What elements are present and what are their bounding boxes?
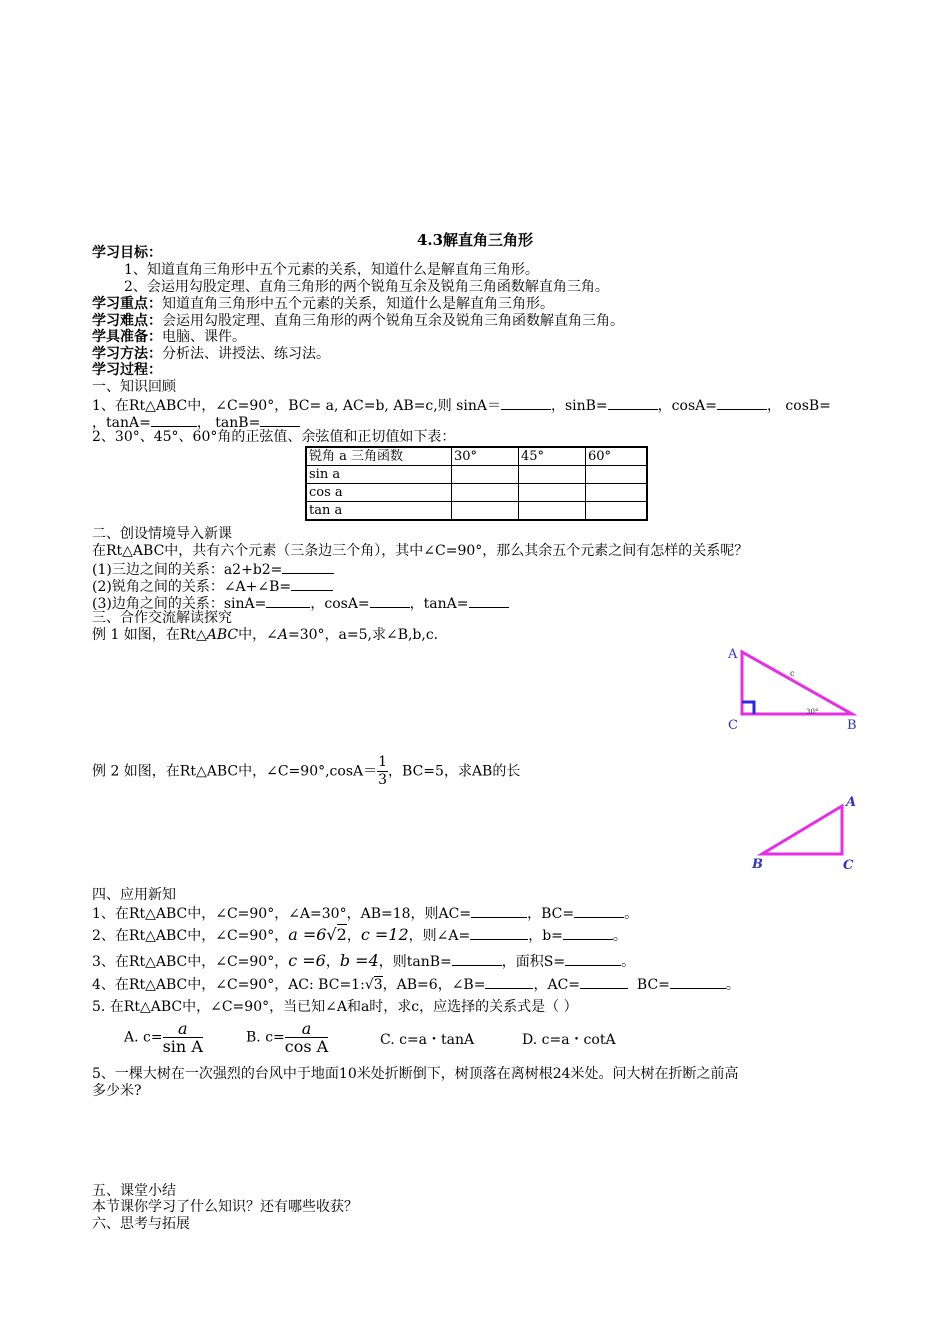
trig-table bbox=[305, 446, 648, 521]
fig2-label-b: B bbox=[752, 857, 763, 872]
q1-text-c: ，cosA= bbox=[657, 398, 717, 414]
p2-text-h: 。 bbox=[612, 928, 627, 944]
relation-3-text-c: ，tanA= bbox=[409, 596, 469, 612]
relation-3-text-a: (3)边角之间的关系：sinA= bbox=[92, 596, 267, 612]
practice-6-line2: 多少米? bbox=[92, 1083, 142, 1099]
table-cell[interactable] bbox=[519, 502, 586, 521]
section5-heading: 五、课堂小结 bbox=[92, 1183, 176, 1199]
tools-text: 电脑、课件。 bbox=[162, 329, 246, 345]
fraction-denominator: 3 bbox=[378, 772, 388, 788]
q1-text-f: ， tanB= bbox=[196, 415, 261, 431]
blank-rel-sinA[interactable] bbox=[266, 594, 310, 608]
blank-sinA[interactable] bbox=[501, 396, 551, 410]
difficulty-label: 学习难点： bbox=[92, 313, 162, 329]
goal-item-1: 1、知道直角三角形中五个元素的关系，知道什么是解直角三角形。 bbox=[124, 262, 539, 278]
blank-angle-sum[interactable] bbox=[291, 577, 333, 591]
table-row-label: sin a bbox=[306, 466, 452, 484]
blank-tanB[interactable] bbox=[260, 413, 300, 427]
table-header-cell: 30° bbox=[452, 447, 519, 466]
fig2-label-a: A bbox=[846, 795, 857, 810]
blank-p1-ac[interactable] bbox=[471, 904, 527, 918]
table-row bbox=[306, 502, 647, 521]
fraction-numerator: 1 bbox=[378, 754, 388, 770]
p4-text-f: 。 bbox=[725, 977, 740, 993]
p4-text-a: 4、在Rt△ABC中，∠C=90°，AC: BC=1: bbox=[92, 977, 365, 993]
fig1-angle-label: 30° bbox=[806, 708, 819, 716]
fig1-label-a: A bbox=[728, 647, 738, 662]
p2-text-f: ，则∠A= bbox=[408, 928, 471, 944]
q1-text-b: ，sinB= bbox=[550, 398, 608, 414]
process-heading: 学习过程： bbox=[92, 362, 162, 378]
relation-2-text: (2)锐角之间的关系：∠A+∠B= bbox=[92, 579, 292, 595]
triangle-1-shape bbox=[742, 652, 852, 714]
table-row-label: tan a bbox=[306, 502, 452, 521]
practice-1 bbox=[92, 904, 638, 923]
p3-text-a: 3、在Rt△ABC中，∠C=90°， bbox=[92, 954, 289, 970]
blank-p4-bc[interactable] bbox=[670, 975, 726, 989]
option-d[interactable]: D. c=a・cotA bbox=[522, 1032, 616, 1048]
practice-2 bbox=[92, 925, 627, 946]
table-cell[interactable] bbox=[452, 484, 519, 502]
p4-text-d: ，AC= bbox=[533, 977, 581, 993]
table-cell[interactable] bbox=[586, 502, 648, 521]
p1-text-a: 1、在Rt△ABC中，∠C=90°，∠A=30°，AB=18，则AC= bbox=[92, 906, 472, 922]
table-header-row bbox=[306, 447, 647, 466]
sqrt-sign: √ bbox=[326, 925, 337, 944]
blank-p3-tanB[interactable] bbox=[452, 952, 502, 966]
p3-text-b: c =6 bbox=[288, 951, 326, 970]
sqrt-sign: √ bbox=[364, 977, 374, 993]
table-cell[interactable] bbox=[519, 484, 586, 502]
methods-text: 分析法、讲授法、练习法。 bbox=[162, 346, 330, 362]
table-cell[interactable] bbox=[586, 484, 648, 502]
fig2-label-c: C bbox=[843, 858, 854, 873]
blank-rel-tanA[interactable] bbox=[469, 594, 509, 608]
p3-text-d: b =4 bbox=[339, 951, 379, 970]
fig1-label-c: C bbox=[728, 718, 738, 733]
goals-heading: 学习目标： bbox=[92, 245, 162, 261]
section5-text: 本节课你学习了什么知识？还有哪些收获？ bbox=[92, 1199, 358, 1215]
section1-heading: 一、知识回顾 bbox=[92, 379, 176, 395]
option-b[interactable] bbox=[246, 1020, 328, 1055]
table-header-cell: 45° bbox=[519, 447, 586, 466]
table-cell[interactable] bbox=[519, 466, 586, 484]
figure-triangle-1 bbox=[720, 640, 870, 740]
practice-5: 5. 在Rt△ABC中，∠C=90°，当已知∠A和a时，求c，应选择的关系式是（ ） bbox=[92, 999, 578, 1015]
p3-text-e: ，则tanB= bbox=[378, 954, 452, 970]
p4-text-b: 3 bbox=[373, 977, 383, 993]
blank-p2-b[interactable] bbox=[563, 926, 613, 940]
page-title: 4.3解直角三角形 bbox=[416, 231, 534, 249]
q1-text-a: 1、在Rt△ABC中，∠C=90°，BC= a, AC=b, AB=c,则 sinA＝ bbox=[92, 398, 501, 414]
q1-text-e: ，tanA= bbox=[92, 415, 151, 431]
table-cell[interactable] bbox=[586, 466, 648, 484]
example-1 bbox=[92, 627, 438, 644]
p2-text-a: 2、在Rt△ABC中，∠C=90°， bbox=[92, 928, 289, 944]
ex1-text-c: 中，∠ bbox=[238, 627, 278, 643]
tools bbox=[92, 329, 246, 346]
blank-p4-angleB[interactable] bbox=[485, 975, 533, 989]
ex1-text-d: A bbox=[277, 627, 288, 643]
section3-heading: 三、合作交流解读探究 bbox=[92, 610, 232, 626]
blank-rel-cosA[interactable] bbox=[370, 594, 410, 608]
practice-3 bbox=[92, 951, 635, 972]
table-header-cell: 锐角 a 三角函数 bbox=[306, 447, 452, 466]
difficulty-text: 会运用勾股定理、直角三角形的两个锐角互余及锐角三角函数解直角三角。 bbox=[162, 313, 624, 329]
p2-text-b: a =6 bbox=[288, 925, 327, 944]
option-c[interactable]: C. c=a・tanA bbox=[380, 1032, 475, 1048]
table-row bbox=[306, 484, 647, 502]
ex2-text-b: ，BC=5，求AB的长 bbox=[388, 763, 521, 780]
relation-1-text: (1)三边之间的关系：a2+b2= bbox=[92, 562, 283, 578]
blank-tanA[interactable] bbox=[151, 413, 197, 427]
table-cell[interactable] bbox=[452, 466, 519, 484]
blank-cosA[interactable] bbox=[717, 396, 767, 410]
option-b-numerator: a bbox=[285, 1020, 328, 1038]
p2-text-d: ， bbox=[346, 928, 361, 944]
blank-p2-angle[interactable] bbox=[470, 926, 528, 940]
ex1-text-a: 例 1 如图，在Rt△ bbox=[92, 627, 207, 643]
difficulty bbox=[92, 313, 624, 330]
relation-3-text-b: ，cosA= bbox=[310, 596, 370, 612]
fraction-one-third bbox=[377, 754, 388, 789]
fig1-side-label: c bbox=[790, 669, 795, 678]
key-label: 学习重点： bbox=[92, 296, 162, 312]
p4-text-e: BC= bbox=[636, 977, 670, 993]
option-b-label: B. c= bbox=[246, 1029, 285, 1046]
p4-text-c: ，AB=6，∠B= bbox=[382, 977, 486, 993]
table-header-cell: 60° bbox=[586, 447, 648, 466]
p2-text-e: c =12 bbox=[360, 925, 409, 944]
section2-heading: 二、创设情境导入新课 bbox=[92, 526, 232, 542]
option-a-label: A. c= bbox=[124, 1029, 163, 1046]
methods bbox=[92, 346, 330, 363]
blank-pythagoras[interactable] bbox=[282, 560, 334, 574]
blank-p1-bc[interactable] bbox=[574, 904, 624, 918]
section4-heading: 四、应用新知 bbox=[92, 887, 176, 903]
option-a[interactable] bbox=[124, 1020, 203, 1055]
p1-text-c: 。 bbox=[624, 906, 639, 922]
blank-p4-ac[interactable] bbox=[580, 975, 628, 989]
section2-intro: 在Rt△ABC中，共有六个元素（三条边三个角），其中∠C=90°，那么其余五个元素之间有怎样的关系呢？ bbox=[92, 543, 749, 559]
methods-label: 学习方法： bbox=[92, 346, 162, 362]
example-2 bbox=[92, 754, 520, 790]
figure-triangle-2 bbox=[740, 790, 870, 880]
key-text: 知道直角三角形中五个元素的关系，知道什么是解直角三角形。 bbox=[162, 296, 554, 312]
p3-text-f: ，面积S= bbox=[501, 954, 566, 970]
option-a-denominator: sin A bbox=[162, 1037, 203, 1056]
practice-6-line1: 5、一棵大树在一次强烈的台风中于地面10米处折断倒下，树顶落在离树根24米处。问大树在折断之前高 bbox=[92, 1066, 739, 1082]
ex1-text-e: =30°，a=5,求∠B,b,c. bbox=[287, 627, 439, 643]
option-a-numerator: a bbox=[163, 1020, 203, 1038]
table-row bbox=[306, 466, 647, 484]
section6-heading: 六、思考与拓展 bbox=[92, 1216, 190, 1232]
ex2-text-a: 例 2 如图，在Rt△ABC中，∠C=90°,cosA＝ bbox=[92, 763, 378, 780]
right-angle-mark bbox=[742, 702, 754, 714]
p1-text-b: ，BC= bbox=[527, 906, 575, 922]
option-b-fraction bbox=[285, 1020, 328, 1055]
blank-sinB[interactable] bbox=[608, 396, 658, 410]
review-q2: 2、30°、45°、60°角的正弦值、余弦值和正切值如下表： bbox=[92, 429, 456, 445]
table-row-label: cos a bbox=[306, 484, 452, 502]
goal-item-2: 2、会运用勾股定理、直角三角形的两个锐角互余及锐角三角函数解直角三角。 bbox=[124, 279, 609, 295]
table-cell[interactable] bbox=[452, 502, 519, 521]
p2-text-c: 2 bbox=[336, 925, 347, 944]
key-point bbox=[92, 296, 554, 313]
ex1-text-b: ABC bbox=[206, 627, 239, 643]
blank-p3-area[interactable] bbox=[565, 952, 621, 966]
q1-text-d: ， cosB= bbox=[766, 398, 831, 414]
triangle-2-shape bbox=[762, 806, 842, 854]
tools-label: 学具准备： bbox=[92, 329, 162, 345]
practice-4 bbox=[92, 975, 740, 995]
p3-text-g: 。 bbox=[621, 954, 636, 970]
fig1-label-b: B bbox=[847, 718, 857, 733]
p2-text-g: ，b= bbox=[528, 928, 563, 944]
option-a-fraction bbox=[163, 1020, 203, 1055]
option-b-denominator: cos A bbox=[284, 1037, 329, 1056]
p3-text-c: ， bbox=[325, 954, 340, 970]
